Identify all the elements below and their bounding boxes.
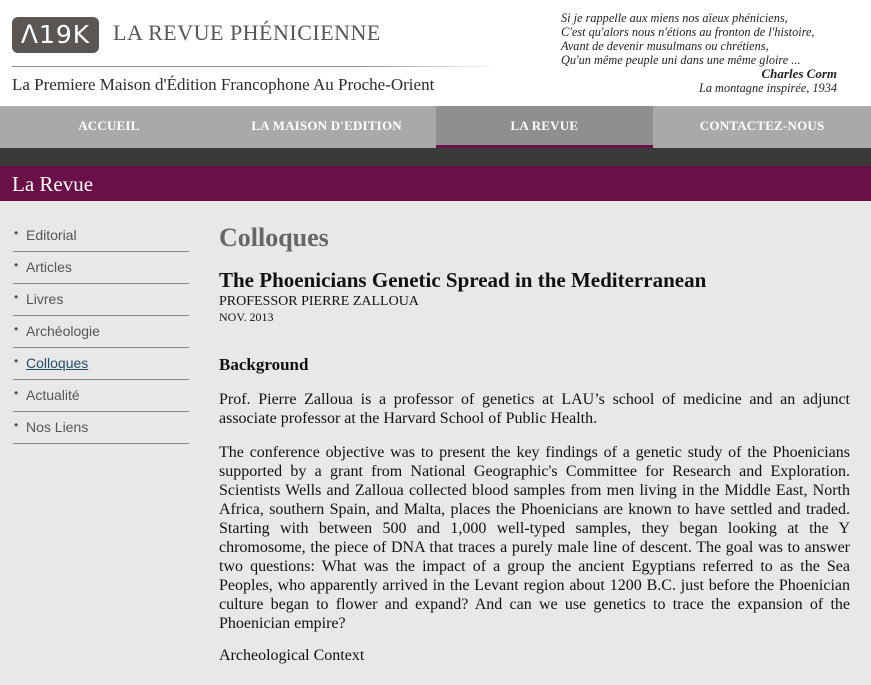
quote-line: C'est qu'alors nous n'étions au fronton de l'histoire, xyxy=(561,25,815,39)
sidebar-item-actualite[interactable] xyxy=(13,380,189,412)
next-section-heading: Archeological Context xyxy=(219,647,365,664)
main-nav xyxy=(0,106,871,148)
sidebar-item-label: Nos Liens xyxy=(26,419,89,435)
bullet-icon: • xyxy=(14,354,19,368)
section-band xyxy=(0,166,871,201)
header-quote xyxy=(561,11,837,95)
quote-author: Charles Corm xyxy=(761,66,837,81)
logo[interactable]: ᐱ19K xyxy=(12,17,99,53)
bullet-icon: • xyxy=(14,258,19,272)
bullet-icon: • xyxy=(14,386,19,400)
nav-item-maison-edition[interactable]: LA MAISON D'EDITION xyxy=(251,118,402,133)
article-paragraph: Prof. Pierre Zalloua is a professor of genetics at LAU’s school of medicine and an adjunct associate professor at the Harvard School of Public Health. xyxy=(219,391,850,427)
sidebar-item-label: Actualité xyxy=(26,387,80,403)
section-title: La Revue xyxy=(12,172,94,196)
header-divider xyxy=(12,66,500,67)
nav-item-accueil[interactable]: ACCUEIL xyxy=(78,118,140,133)
sidebar-item-archeologie[interactable] xyxy=(13,316,189,348)
sidebar-item-articles[interactable] xyxy=(13,252,189,284)
quote-line: Si je rappelle aux miens nos aïeux phéniciens, xyxy=(561,11,788,25)
bullet-icon: • xyxy=(14,226,19,240)
tagline: La Premiere Maison d'Édition Francophone Au Proche-Orient xyxy=(12,75,435,94)
sidebar-item-colloques[interactable] xyxy=(13,348,189,380)
quote-line: Avant de devenir musulmans ou chrétiens, xyxy=(561,39,769,53)
article-date: NOV. 2013 xyxy=(219,310,274,324)
content-area xyxy=(0,201,871,685)
sidebar-item-label: Articles xyxy=(26,259,72,275)
bullet-icon: • xyxy=(14,418,19,432)
sidebar-item-label: Editorial xyxy=(26,227,77,243)
quote-source: La montagne inspirée, 1934 xyxy=(699,81,837,95)
nav-subbar xyxy=(0,148,871,166)
sidebar-item-nos-liens[interactable] xyxy=(13,412,189,444)
article-paragraph: The conference objective was to present the key findings of a genetic study of the Phoenicians supported by a grant from National Geographic's Committee for Research and Exploration. Scientists Wells and Zalloua collected blood samples from men living in the Middle East, North Africa, southern Spain, and Malta, places the Phoenicians are known to have settled and traded. Starting with between 500 and 1,000 well-typed samples, they began looking at the Y chromosome, the piece of DNA that traces a purely male line of descent. The goal was to answer two questions: What was the impact of a group the ancient Egyptians referred to as the Sea Peoples, who apparently arrived in the Levant region about 1200 B.C. just before the Phoenician culture began to flower and expand? And can we use genetics to trace the expansion of the Phoenician empire? xyxy=(219,444,850,632)
nav-item-contact[interactable]: CONTACTEZ-NOUS xyxy=(699,118,825,133)
bullet-icon: • xyxy=(14,322,19,336)
section-heading: Background xyxy=(219,355,309,374)
site-title[interactable]: LA REVUE PHÉNICIENNE xyxy=(113,20,381,45)
site-header xyxy=(0,0,871,106)
sidebar-item-label: Archéologie xyxy=(26,323,100,339)
sidebar-item-livres[interactable] xyxy=(13,284,189,316)
sidebar-item-editorial[interactable] xyxy=(13,220,189,252)
article-title: The Phoenicians Genetic Spread in the Mediterranean xyxy=(219,268,707,292)
sidebar-item-label: Livres xyxy=(26,291,64,307)
page-title: Colloques xyxy=(219,223,329,252)
nav-item-la-revue[interactable]: LA REVUE xyxy=(436,106,654,148)
quote-line: Qu'un même peuple uni dans une même gloire ... xyxy=(561,53,801,67)
article-author: PROFESSOR PIERRE ZALLOUA xyxy=(219,294,419,309)
article-content xyxy=(219,223,850,665)
sidebar xyxy=(13,220,189,444)
sidebar-item-label[interactable]: Colloques xyxy=(26,355,89,371)
bullet-icon: • xyxy=(14,290,19,304)
